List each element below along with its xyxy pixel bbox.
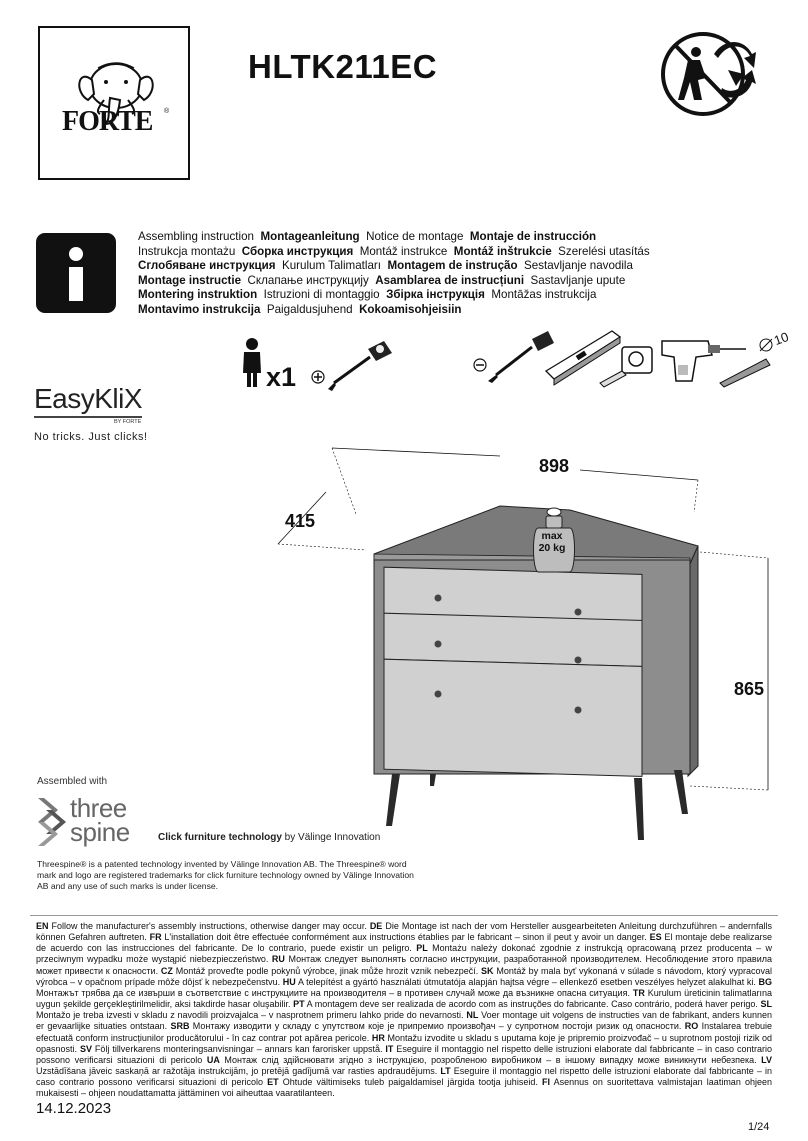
warning-lang-code: FI: [541, 1077, 550, 1088]
brand-wordmark: FORTE: [62, 106, 153, 137]
language-label: Instrukcja montażu: [138, 244, 236, 258]
level-icon: [546, 331, 620, 385]
warning-text: Eseguire il montaggio nel rispetto delle istruzioni elaborate dal fabbricante – in caso contrario possono verificarsi situazioni di pericolo: [36, 1043, 772, 1065]
warning-lang-code: HR: [371, 1032, 385, 1043]
safety-warnings: [36, 921, 772, 1100]
drill-size-label: 10: [771, 328, 791, 349]
warning-text: Följ tillverkarens monteringsanvisningar – annars kan farorisker uppstå.: [91, 1043, 386, 1054]
language-label: Kurulum Talimatları: [281, 259, 381, 273]
leg: [674, 770, 688, 814]
warning-text: Монтажу изводити у складу с упутством које је припремио произвођач – у супротном постоји ризик од опасности.: [189, 1021, 685, 1032]
language-label: Montāžas instrukcija: [491, 288, 597, 302]
instruction-languages: [138, 230, 778, 318]
warning-text: Montáž proveďte podle pokynů výrobce, jinak může hrozit vznik nebezpečí.: [172, 965, 482, 976]
registered-mark: ®: [164, 108, 170, 115]
language-label: Montáž inštrukcie: [453, 244, 552, 258]
warning-text: A telepítést a gyártó használati útmutatója alapján hajtsa végre – ellenkező esetben veszélyes helyzet alakulhat ki.: [295, 976, 759, 987]
warning-text: Montażu należy dokonać zgodnie z instrukcją opracowaną przez producenta – w przeciwnym wypadku może wystąpić niebezpieczeństwo.: [36, 943, 772, 965]
language-label: Montagem de instrução: [387, 259, 518, 273]
warning-text: El montaje debe realizarse de acuerdo con las instrucciones del fabricante. De lo contrario, puede existir un peligro.: [36, 932, 772, 954]
warning-lang-code: LV: [761, 1054, 773, 1065]
leg: [430, 774, 436, 786]
warning-text: Ohtude vältimiseks tuleb paigaldamisel järgida tootja juhiseid.: [278, 1077, 542, 1088]
leg: [386, 774, 400, 826]
language-label: Asamblarea de instrucțiuni: [375, 273, 525, 287]
warning-lang-code: RO: [684, 1021, 699, 1032]
width-label: 898: [539, 456, 570, 476]
warning-lang-code: SV: [79, 1043, 92, 1054]
warning-lang-code: PL: [416, 943, 428, 954]
warning-lang-code: ET: [267, 1077, 279, 1088]
warning-text: Montažu izvodite u skladu s uputama koje je pripremio proizvođač – u suprotnom postoji rizik od opasnosti.: [36, 1032, 772, 1054]
warning-text: Монтаж следует выполнять согласно инструкции, разработанной производителем. Несоблюдение этого правила может привести к опасности.: [36, 954, 772, 976]
warning-text: Instalarea trebuie efectuată conform instrucțiunilor producătorului - în caz contrar pot apărea pericole.: [36, 1021, 772, 1043]
warning-lang-code: SL: [760, 999, 772, 1010]
leg: [634, 778, 644, 840]
warning-lang-code: RU: [271, 954, 285, 965]
model-title: HLTK211EC: [248, 48, 438, 85]
threespine-word1: three: [70, 793, 127, 823]
warning-lang-code: PT: [293, 999, 305, 1010]
drill-bit-icon: [720, 339, 772, 387]
warning-lang-code: SK: [481, 965, 494, 976]
drawer-bottom: [384, 659, 642, 776]
language-label: Montageanleitung: [260, 230, 360, 243]
warning-text: Montažo je treba izvesti v skladu z navodili proizvajalca – v nasprotnem primeru lahko pride do nevarnosti.: [36, 1010, 467, 1021]
language-line: [138, 274, 778, 289]
language-label: Istruzioni di montaggio: [263, 288, 380, 302]
warning-text: Montáž by mala byť vykonaná v súlade s návodom, ktorý vypracoval výrobca – v opačnom prípade môže dôjsť k nebezpečenstvu.: [36, 965, 772, 987]
language-label: Notice de montage: [366, 230, 464, 243]
language-label: Montage instructie: [138, 273, 242, 287]
assembled-with-label: Assembled with: [37, 776, 108, 787]
language-label: Paigaldusjuhend: [266, 302, 353, 316]
warning-text: Монтаж слід здійснювати згідно з інструкцією, розробленою виробником – в іншому випадку може виникнути небезпека.: [219, 1054, 762, 1065]
language-label: Assembling instruction: [138, 230, 254, 243]
page-number: 1/24: [748, 1121, 770, 1133]
language-line: [138, 245, 778, 260]
screwdriver-icon: [328, 341, 392, 391]
language-line: [138, 288, 778, 303]
document-date: 14.12.2023: [36, 1100, 112, 1117]
warning-lang-code: HU: [282, 976, 296, 987]
warning-lang-code: UA: [206, 1054, 220, 1065]
width-dim-line: [332, 448, 500, 456]
language-line: [138, 259, 778, 274]
threespine-logo-icon: [36, 796, 70, 851]
language-label: Montering instruktion: [138, 288, 258, 302]
warning-text: L'installation doit être effectuée conformément aux instructions établies par le fabricant – sinon il peut y avoir un danger.: [161, 932, 650, 943]
tools-row: [230, 325, 790, 400]
info-icon: [36, 233, 116, 313]
drawer-middle: [384, 613, 642, 666]
warning-text: Монтажът трябва да се извърши в съответствие с инструкциите на производителя – в противен случай може да възникне опасна ситуация.: [36, 987, 633, 998]
language-label: Montavimo instrukcija: [138, 302, 261, 316]
easyklix-logo: [34, 384, 164, 443]
language-label: Sastavljanje upute: [530, 273, 626, 287]
warning-text: Voer montage uit volgens de instructies van de fabrikant, anders kunnen er gevaarlijke situaties ontstaan.: [36, 1010, 772, 1032]
warning-lang-code: EN: [36, 921, 49, 931]
depth-label: 415: [285, 511, 316, 531]
warning-lang-code: BG: [758, 976, 772, 987]
minus-icon: [474, 359, 486, 371]
threespine-word2: spine: [70, 817, 130, 847]
language-line: [138, 230, 778, 245]
language-label: Збірка інструкція: [386, 288, 485, 302]
flat-screwdriver-icon: [488, 331, 554, 383]
no-person-recycle-icon: [658, 20, 762, 129]
tape-measure-icon: [600, 347, 652, 387]
plus-icon: [312, 371, 324, 383]
warning-text: Asennus on suoritettava valmistajan laatiman ohjeen mukaisesti – ohjeen noudattamatta jättäminen voi aiheuttaa vaaratilanteen.: [36, 1077, 772, 1099]
height-label: 865: [734, 679, 765, 699]
warning-lang-code: CZ: [160, 965, 173, 976]
person-count: x1: [266, 362, 297, 392]
warning-lang-code: LT: [440, 1066, 451, 1077]
language-line: [138, 303, 778, 318]
forte-elephant-logo: [40, 28, 190, 178]
click-tech-caption: Click furniture technology by Välinge Innovation: [158, 832, 381, 843]
person-icon: [243, 338, 261, 387]
language-label: Szerelési utasítás: [558, 244, 650, 258]
warning-lang-code: FR: [149, 932, 162, 943]
language-label: Montáž instrukce: [359, 244, 448, 258]
language-label: Montaje de instrucción: [469, 230, 597, 243]
language-label: Sestavljanje navodila: [524, 259, 633, 273]
warning-text: Eseguire il montaggio nel rispetto delle istruzioni elaborate dal fabbricante – in caso contrario possono verificarsi situazioni di pericolo: [36, 1066, 772, 1088]
dresser-drawing: [270, 440, 780, 865]
warning-lang-code: SRB: [170, 1021, 190, 1032]
warning-text: Kurulum üreticinin talimatlarına uygun şekilde gerçekleştirilmelidir, aksi takdirde hasar oluşabilir.: [36, 987, 772, 1010]
easyklix-by: BY FORTE: [114, 418, 142, 425]
warning-lang-code: NL: [466, 1010, 479, 1021]
warning-lang-code: IT: [385, 1043, 394, 1054]
language-label: Сборка инструкция: [241, 244, 354, 258]
easyklix-tagline: No tricks. Just clicks!: [34, 430, 148, 443]
warning-lang-code: TR: [632, 987, 645, 998]
warning-text: Follow the manufacturer's assembly instructions, otherwise danger may occur.: [48, 921, 370, 931]
warning-lang-code: DE: [369, 921, 383, 931]
forte-logo-box: [38, 26, 190, 180]
language-label: Kokoamisohjeisiin: [359, 302, 462, 316]
easyklix-brand: EasyKliX: [34, 383, 143, 414]
warning-text: Uzstādīšana jāveic saskaņā ar ražotāja instrukcijām, jo pretējā gadījumā var rasties apdraudējums.: [36, 1066, 441, 1077]
easyklix-underline: [34, 416, 142, 418]
language-label: Склапање инструкцију: [247, 273, 369, 287]
warning-text: Die Montage ist nach der vom Hersteller ausgearbeiteten Anleitung durchzuführen – andernfalls können Gefahren auftreten.: [36, 921, 772, 943]
warning-text: A montagem deve ser realizada de acordo com as instruções do fabricante. Caso contrário, poderá haver perigo.: [304, 999, 761, 1010]
warning-lang-code: ES: [649, 932, 662, 943]
language-label: Сглобяване инструкция: [138, 259, 276, 273]
max-load-label: max 20 kg: [538, 530, 566, 554]
patent-notice: Threespine® is a patented technology invented by Välinge Innovation AB. The Threespine® word mark and logo are registered trademarks for click furniture technology owned by Välinge Innovation AB and any use of such marks is under license.: [37, 859, 414, 891]
drill-icon: [662, 341, 746, 381]
